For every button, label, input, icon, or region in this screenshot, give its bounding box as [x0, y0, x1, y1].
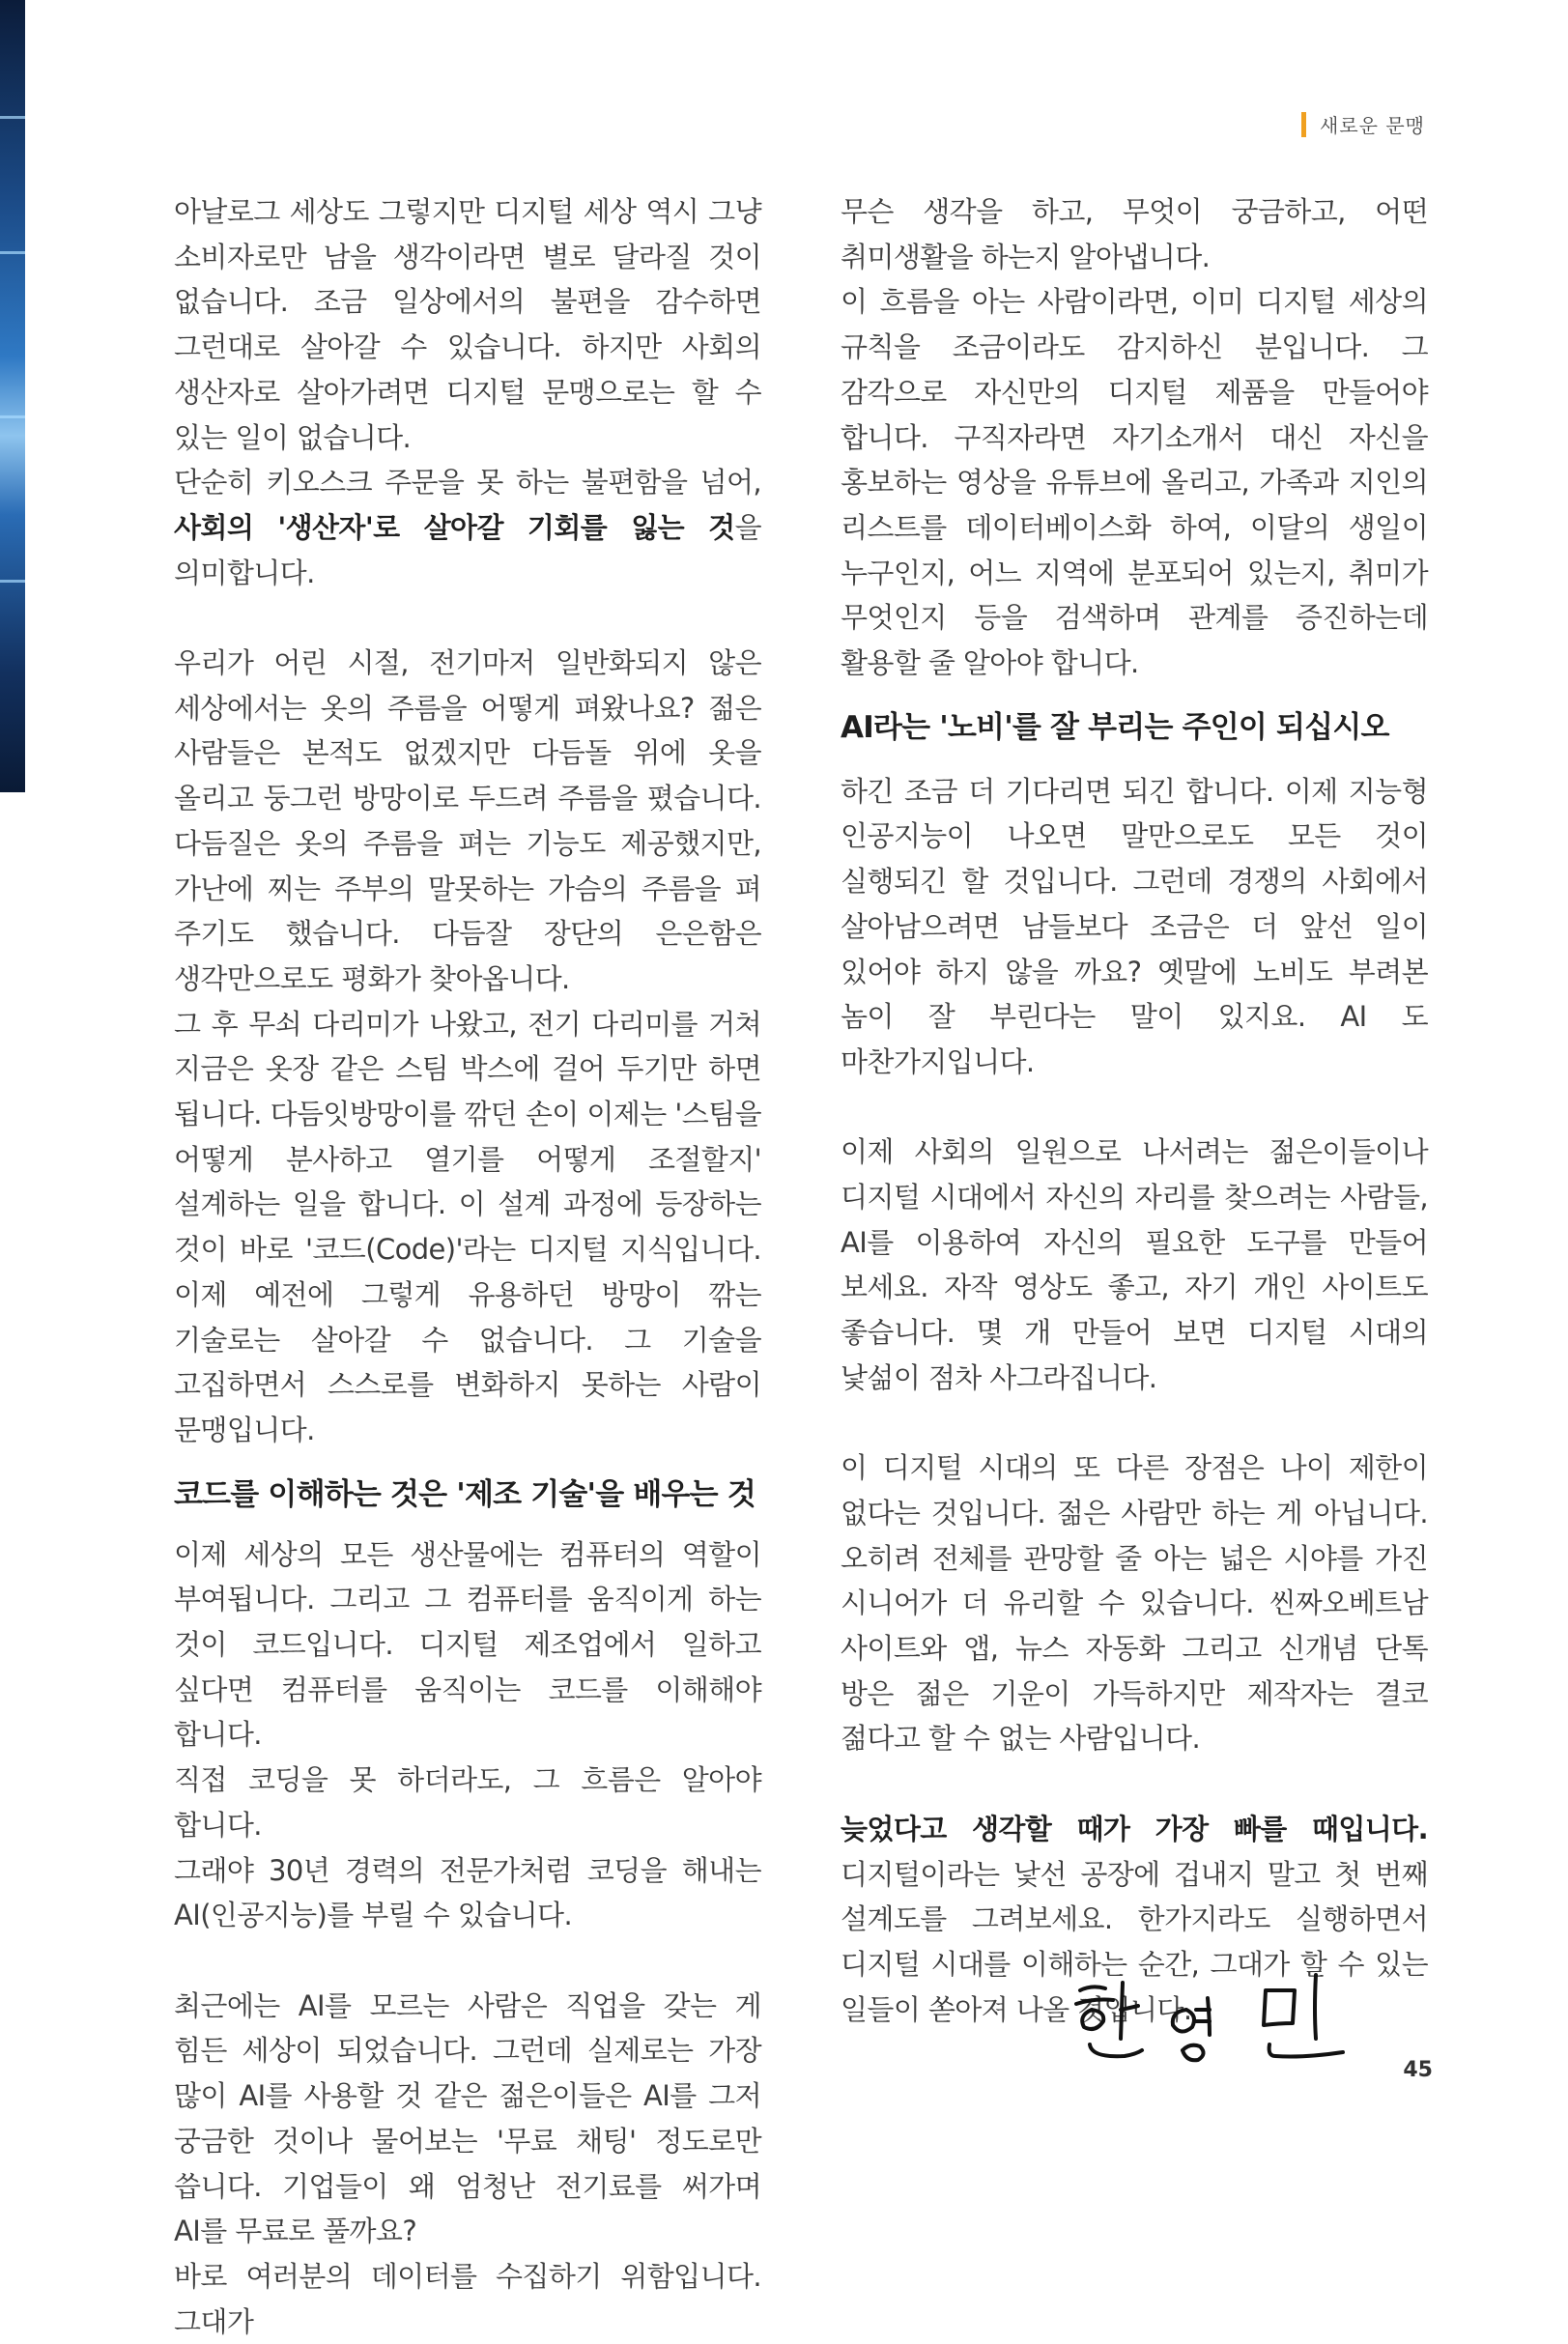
paragraph: 이 흐름을 아는 사람이라면, 이미 디지털 세상의 규칙을 조금이라도 감지하신 분입니다. 그 감각으로 자신만의 디지털 제품을 만들어야 합니다. 구직자라면 자기소개서 대신 자신을 홍보하는 영상을 유튜브에 올리고, 가족과 지인의 리스트를 데이터베이스화 하여, 이달의 생일이 누구인지, 어느 지역에 분포되어 있는지, 취미가 무엇인지 등을 검색하며 관계를 증진하는데 활용할 줄 알아야 합니다.: [841, 285, 1428, 680]
left-column: [174, 189, 761, 2344]
paragraph: 그래야 30년 경력의 전문가처럼 코딩을 해내는 AI(인공지능)를 부릴 수 있습니다.: [174, 1853, 761, 1932]
section-heading: AI라는 '노비'를 잘 부리는 주인이 되십시오: [841, 709, 1389, 745]
section-label-text: 새로운 문맹: [1320, 114, 1425, 137]
decorative-edge-image: [0, 0, 25, 792]
section-label: [1301, 110, 1425, 138]
handwritten-signature: [1063, 1961, 1382, 2068]
paragraph: [174, 460, 761, 595]
emphasis-text: 늦었다고 생각할 때가 가장 빠를 때입니다.: [841, 1812, 1428, 1845]
emphasis-text: 사회의 '생산자'로 살아갈 기회를 잃는 것: [174, 510, 735, 544]
section-heading: 코드를 이해하는 것은 '제조 기술'을 배우는 것: [174, 1476, 755, 1512]
page-number: 45: [1403, 2058, 1433, 2082]
paragraph: 직접 코딩을 못 하더라도, 그 흐름은 알아야 합니다.: [174, 1763, 761, 1842]
paragraph-text: 단순히 키오스크 주문을 못 하는 불편함을 넘어,: [174, 466, 761, 500]
paragraph: 아날로그 세상도 그렇지만 디지털 세상 역시 그냥 소비자로만 남을 생각이라면 별로 달라질 것이 없습니다. 조금 일상에서의 불편을 감수하면 그런대로 살아갈 수 있습니다. 하지만 사회의 생산자로 살아가려면 디지털 문맹으로는 할 수 있는 일이 없습니다.: [174, 195, 761, 454]
right-column: [841, 189, 1428, 2032]
paragraph-text: 을 의미합니다.: [174, 510, 761, 589]
paragraph: 우리가 어린 시절, 전기마저 일반화되지 않은 세상에서는 옷의 주름을 어떻게 펴왔나요? 젊은 사람들은 본적도 없겠지만 다듬돌 위에 옷을 올리고 둥그런 방망이로 두드려 주름을 폈습니다. 다듬질은 옷의 주름을 펴는 기능도 제공했지만, 가난에 찌는 주부의 말못하는 가슴의 주름을 펴 주기도 했습니다. 다듬잘 장단의 은은함은 생각만으로도 평화가 찾아옵니다.: [174, 646, 761, 995]
paragraph: 이제 사회의 일원으로 나서려는 젊은이들이나 디지털 시대에서 자신의 자리를 찾으려는 사람들, AI를 이용하여 자신의 필요한 도구를 만들어 보세요. 자작 영상도 좋고, 자기 개인 사이트도 좋습니다. 몇 개 만들어 보면 디지털 시대의 낯섦이 점차 사그라집니다.: [841, 1135, 1428, 1394]
section-accent-bar: [1301, 112, 1306, 137]
paragraph: 무슨 생각을 하고, 무엇이 궁금하고, 어떤 취미생활을 하는지 알아냅니다.: [841, 195, 1428, 273]
paragraph: 이 디지털 시대의 또 다른 장점은 나이 제한이 없다는 것입니다. 젊은 사람만 하는 게 아닙니다. 오히려 전체를 관망할 줄 아는 넓은 시야를 가진 시니어가 더 유리할 수 있습니다. 씬짜오베트남 사이트와 앱, 뉴스 자동화 그리고 신개념 단톡 방은 젊은 기운이 가득하지만 제작자는 결코 젊다고 할 수 없는 사람입니다.: [841, 1451, 1428, 1756]
paragraph: 이제 세상의 모든 생산물에는 컴퓨터의 역할이 부여됩니다. 그리고 그 컴퓨터를 움직이게 하는 것이 코드입니다. 디지털 제조업에서 일하고 싶다면 컴퓨터를 움직이는 코드를 이해해야 합니다.: [174, 1537, 761, 1752]
paragraph: 그 후 무쇠 다리미가 나왔고, 전기 다리미를 거쳐 지금은 옷장 같은 스팀 박스에 걸어 두기만 하면 됩니다. 다듬잇방망이를 깎던 손이 이제는 '스팀을 어떻게 분사하고 열기를 어떻게 조절할지' 설계하는 일을 합니다. 이 설계 과정에 등장하는 것이 바로 '코드(Code)'라는 디지털 지식입니다. 이제 예전에 그렇게 유용하던 방망이 깎는 기술로는 살아갈 수 없습니다. 그 기술을 고집하면서 스스로를 변화하지 못하는 사람이 문맹입니다.: [174, 1007, 761, 1446]
paragraph: 바로 여러분의 데이터를 수집하기 위함입니다. 그대가: [174, 2259, 761, 2338]
paragraph: 하긴 조금 더 기다리면 되긴 합니다. 이제 지능형 인공지능이 나오면 말만으로도 모든 것이 실행되긴 할 것입니다. 그런데 경쟁의 사회에서 살아남으려면 남들보다 조금은 더 앞선 일이 있어야 하지 않을 까요? 옛말에 노비도 부려본 놈이 잘 부린다는 말이 있지요. AI 도 마찬가지입니다.: [841, 774, 1428, 1078]
paragraph: 최근에는 AI를 모르는 사람은 직업을 갖는 게 힘든 세상이 되었습니다. 그런데 실제로는 가장 많이 AI를 사용할 것 같은 젊은이들은 AI를 그저 궁금한 것이나 물어보는 '무료 채팅' 정도로만 씁니다. 기업들이 왜 엄청난 전기료를 써가며 AI를 무료로 풀까요?: [174, 1988, 761, 2248]
paragraph-text: 디지털이라는 낯선 공장에 겁내지 말고 첫 번째 설계도를 그려보세요. 한가지라도 실행하면서 디지털 시대를 이해하는 순간, 그대가 할 수 있는 일들이 쏟아져 나올 것입니다.: [841, 1857, 1428, 2026]
